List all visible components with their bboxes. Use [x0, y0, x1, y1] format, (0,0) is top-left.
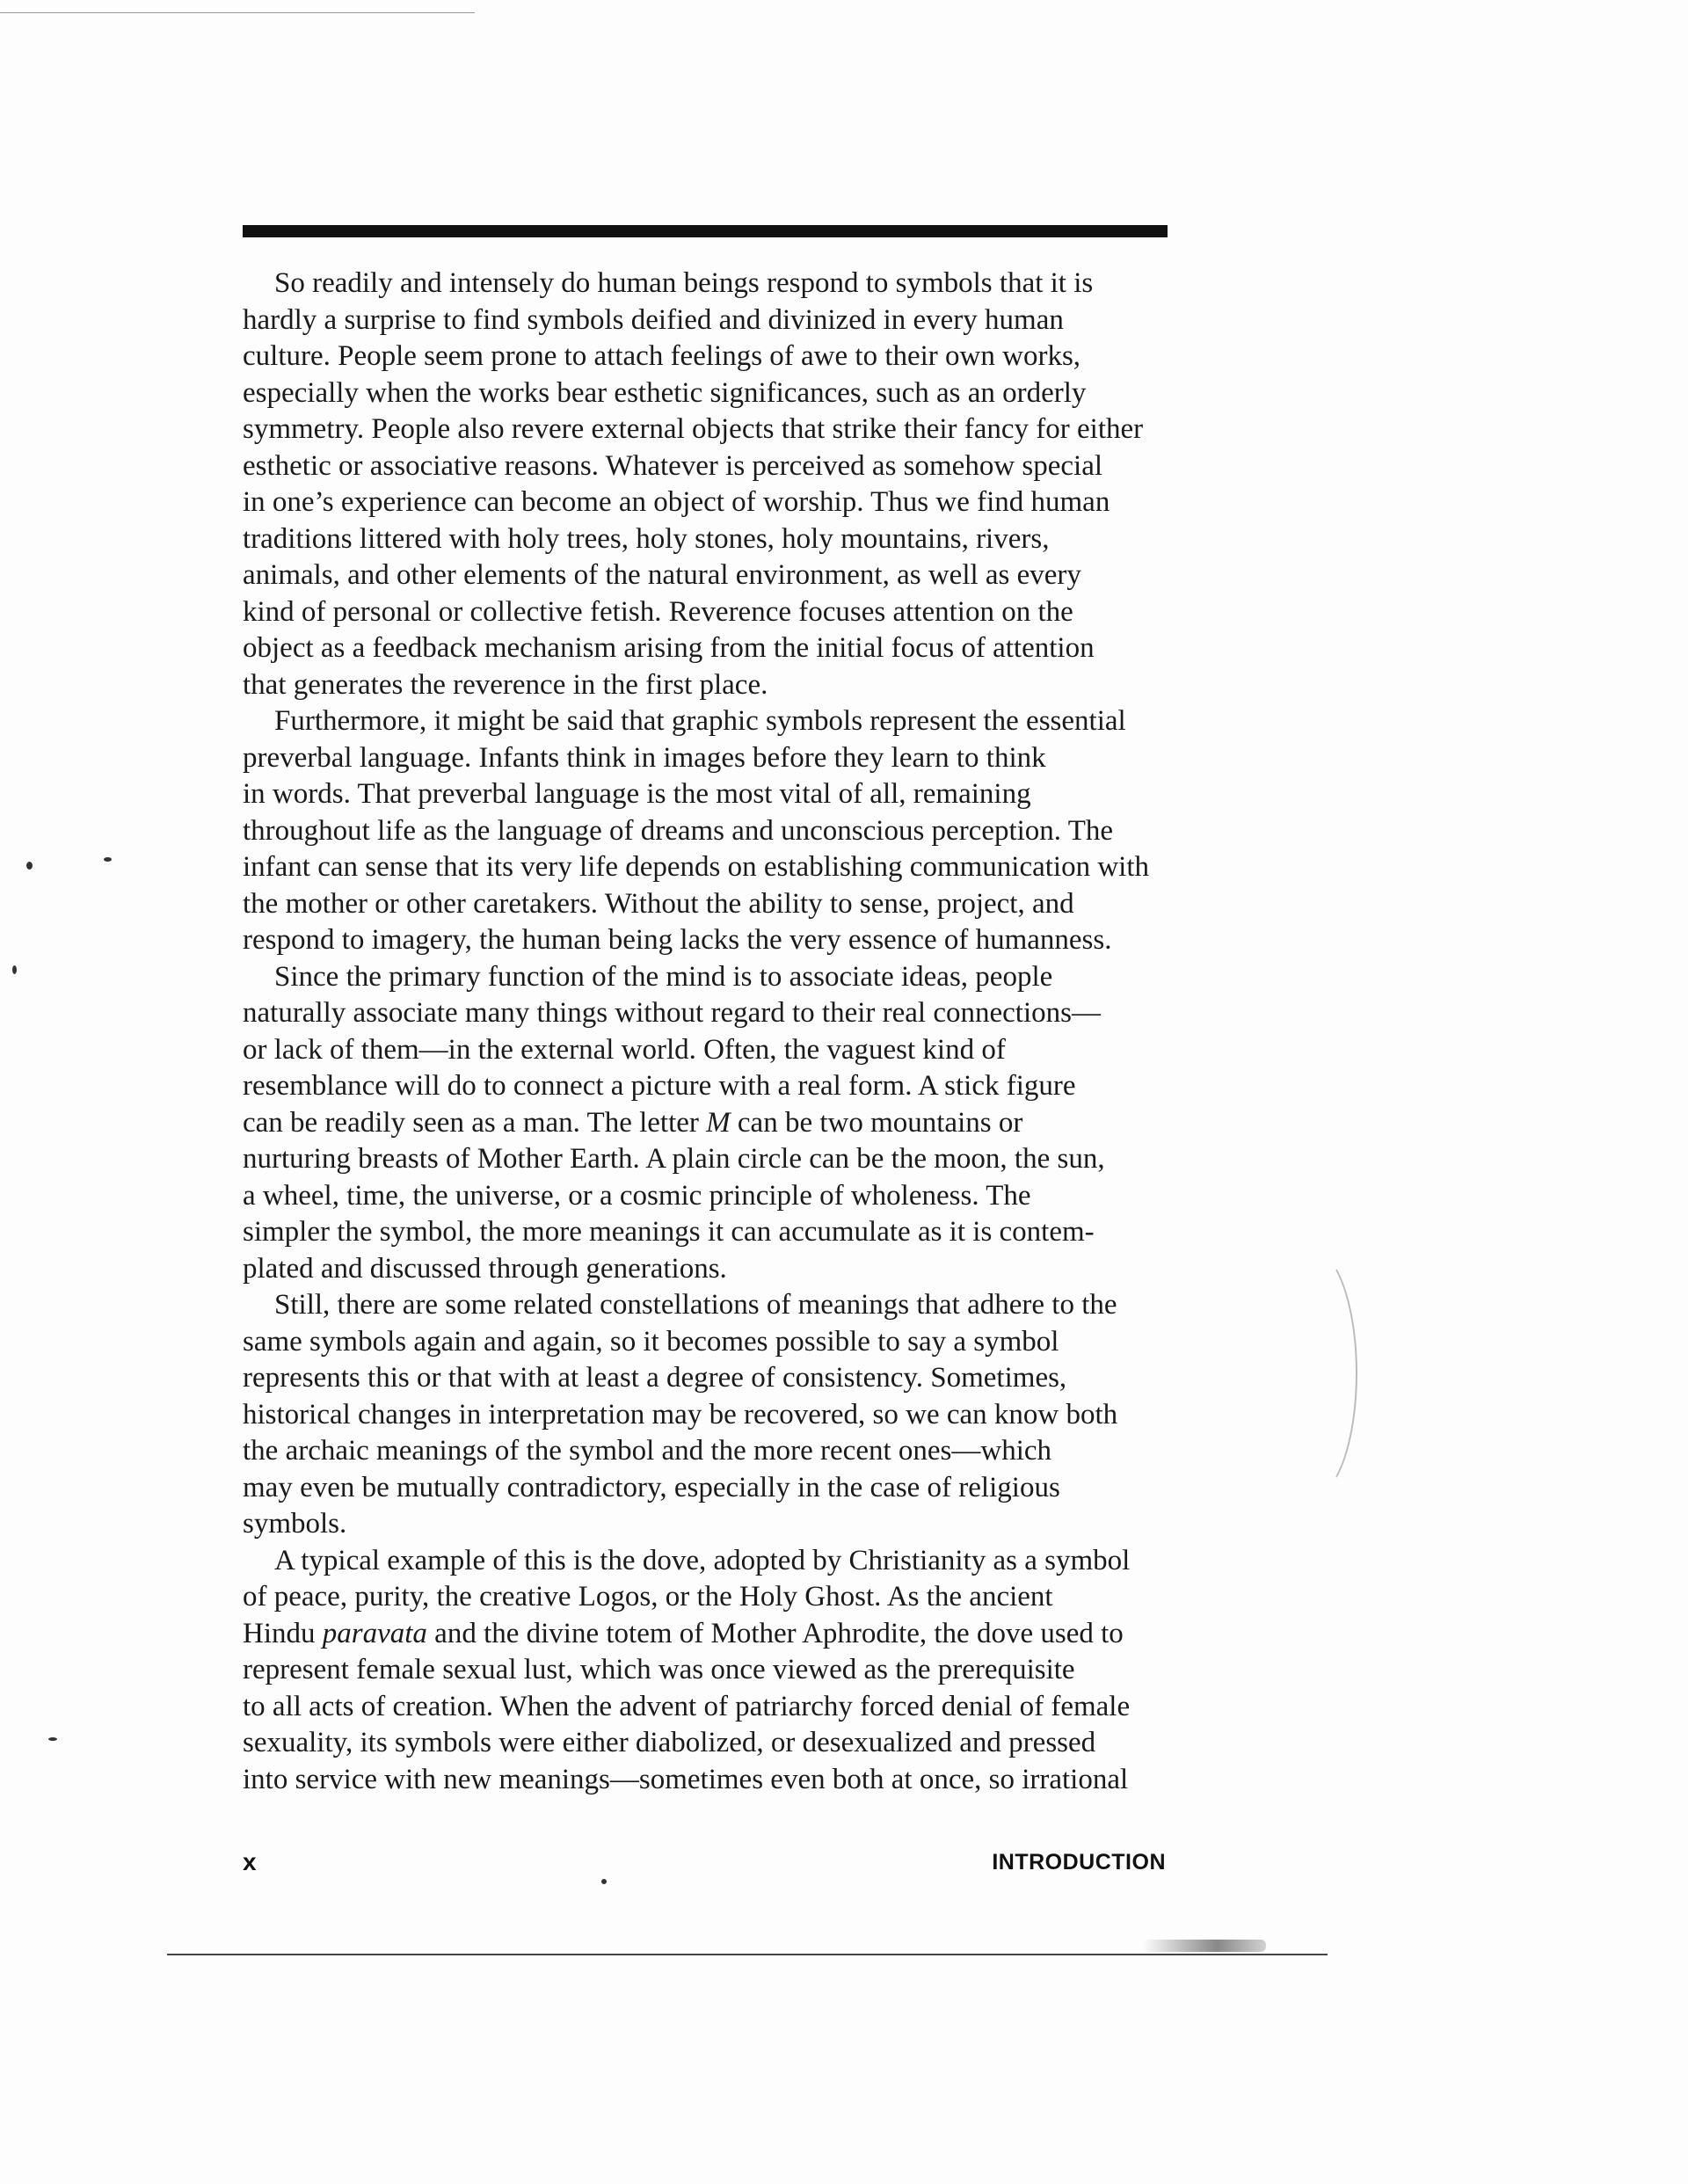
text-line: traditions littered with holy trees, holy stones, holy mountains, rivers,	[243, 522, 1050, 555]
scan-smudge	[1143, 1940, 1266, 1952]
top-rule	[243, 225, 1168, 237]
text-line: especially when the works bear esthetic significances, such as an orderly	[243, 376, 1087, 409]
body-text	[243, 266, 1168, 1798]
scan-speck	[601, 1879, 607, 1884]
text-line: sexuality, its symbols were either diabolized, or desexualized and pressed	[243, 1727, 1096, 1758]
text-line: plated and discussed through generations.	[243, 1252, 727, 1285]
text-line: Hindu paravata and the divine totem of Mother Aphrodite, the dove used to	[243, 1617, 1124, 1649]
text-line: in words. That preverbal language is the most vital of all, remaining	[243, 778, 1031, 810]
text-line: to all acts of creation. When the advent of patriarchy forced denial of female	[243, 1690, 1131, 1722]
text-line: a wheel, time, the universe, or a cosmic principle of wholeness. The	[243, 1179, 1031, 1212]
scan-speck	[48, 1737, 57, 1741]
text-line: or lack of them—in the external world. Often, the vaguest kind of	[243, 1033, 1006, 1066]
text-line: hardly a surprise to find symbols deified and divinized in every human	[243, 303, 1064, 336]
text-line: historical changes in interpretation may be recovered, so we can know both	[243, 1398, 1118, 1431]
text-line: of peace, purity, the creative Logos, or the Holy Ghost. As the ancient	[243, 1581, 1053, 1613]
scan-speck	[26, 862, 33, 870]
text-line: culture. People seem prone to attach feelings of awe to their own works,	[243, 340, 1081, 372]
text-line: can be readily seen as a man. The letter M can be two mountains or	[243, 1106, 1023, 1139]
bottom-rule	[167, 1954, 1328, 1955]
text-line: object as a feedback mechanism arising from the initial focus of attention	[243, 632, 1095, 664]
text-line: kind of personal or collective fetish. Reverence focuses attention on the	[243, 595, 1073, 628]
text-line: represents this or that with at least a degree of consistency. Sometimes,	[243, 1362, 1067, 1394]
text-line: the archaic meanings of the symbol and the more recent ones—which	[243, 1435, 1052, 1467]
text-line: So readily and intensely do human beings respond to symbols that it is	[274, 267, 1094, 299]
text-line: Furthermore, it might be said that graphic symbols represent the essential	[274, 705, 1126, 737]
text-line: esthetic or associative reasons. Whatever is perceived as somehow special	[243, 449, 1103, 482]
scan-edge-line	[0, 12, 475, 13]
text-line: throughout life as the language of dreams and unconscious perception. The	[243, 814, 1114, 847]
text-line: symmetry. People also revere external objects that strike their fancy for either	[243, 413, 1144, 445]
running-head: INTRODUCTION	[992, 1850, 1166, 1875]
text-line: represent female sexual lust, which was once viewed as the prerequisite	[243, 1654, 1075, 1685]
text-line: simpler the symbol, the more meanings it can accumulate as it is contem-	[243, 1216, 1095, 1248]
text-line: into service with new meanings—sometimes even both at once, so irrational	[243, 1763, 1129, 1795]
text-line: animals, and other elements of the natural environment, as well as every	[243, 559, 1081, 591]
text-line: Still, there are some related constellations of meanings that adhere to the	[274, 1289, 1117, 1321]
scan-arc	[1266, 1249, 1357, 1498]
text-line: that generates the reverence in the first place.	[243, 668, 768, 701]
text-line: preverbal language. Infants think in images before they learn to think	[243, 741, 1046, 774]
page-number: x	[243, 1848, 257, 1875]
text-line: may even be mutually contradictory, especially in the case of religious	[243, 1471, 1060, 1503]
text-line: the mother or other caretakers. Without the ability to sense, project, and	[243, 887, 1074, 920]
text-line: in one’s experience can become an object of worship. Thus we find human	[243, 486, 1110, 518]
text-line: symbols.	[243, 1508, 347, 1540]
text-line: nurturing breasts of Mother Earth. A plain circle can be the moon, the sun,	[243, 1143, 1105, 1175]
text-line: respond to imagery, the human being lacks the very essence of humanness.	[243, 924, 1112, 956]
text-line: A typical example of this is the dove, adopted by Christianity as a symbol	[274, 1544, 1131, 1576]
text-line: infant can sense that its very life depends on establishing communication with	[243, 851, 1150, 883]
text-line: same symbols again and again, so it becomes possible to say a symbol	[243, 1325, 1059, 1358]
text-line: resemblance will do to connect a picture with a real form. A stick figure	[243, 1070, 1076, 1102]
text-line: Since the primary function of the mind is to associate ideas, people	[274, 960, 1053, 993]
scan-speck	[104, 857, 112, 862]
text-line: naturally associate many things without regard to their real connections—	[243, 997, 1101, 1029]
scan-speck	[12, 965, 17, 974]
